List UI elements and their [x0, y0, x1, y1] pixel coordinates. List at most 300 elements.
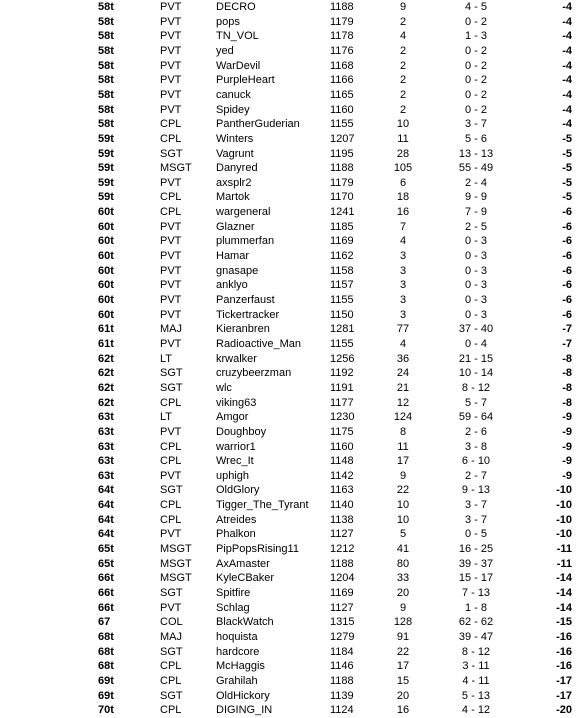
table-row: [0, 147, 584, 162]
games-played-cell: 15: [396, 674, 410, 687]
net-score-cell: -5: [562, 162, 572, 175]
games-played-cell: 80: [396, 557, 410, 570]
grade-cell: MAJ: [160, 630, 182, 643]
games-played-cell: 20: [396, 587, 410, 599]
rating-cell: 1169: [330, 235, 354, 248]
games-played-cell: 20: [396, 689, 410, 702]
grade-cell: PVT: [160, 425, 182, 438]
games-played-cell: 2: [399, 88, 407, 101]
games-played-cell: 2: [399, 103, 407, 116]
games-played-cell: 11: [397, 132, 409, 145]
win-loss-record-cell: 1 - 3: [464, 30, 487, 43]
net-score-cell: -16: [556, 660, 572, 673]
table-row: [0, 293, 584, 308]
table-row: [0, 703, 584, 718]
table-row: [0, 220, 584, 235]
win-loss-record-cell: 5 - 13: [461, 689, 491, 702]
net-score-cell: -7: [562, 323, 572, 336]
rating-cell: 1178: [330, 30, 354, 43]
grade-cell: CPL: [160, 499, 182, 512]
grade-cell: MAJ: [160, 323, 182, 336]
rating-cell: 1315: [330, 616, 355, 629]
rating-cell: 1281: [330, 323, 355, 336]
rank-cell: 62t: [98, 381, 114, 394]
net-score-cell: -4: [562, 44, 572, 57]
rank-cell: 62t: [98, 352, 114, 365]
net-score-cell: -6: [562, 279, 572, 292]
games-played-cell: 16: [396, 206, 410, 219]
grade-cell: CPL: [160, 440, 182, 453]
grade-cell: PVT: [160, 264, 182, 277]
games-played-cell: 105: [393, 162, 413, 175]
rank-cell: 59t: [98, 162, 114, 175]
grade-cell: MSGT: [160, 162, 192, 175]
win-loss-record-cell: 10 - 14: [458, 367, 494, 380]
win-loss-record-cell: 2 - 4: [464, 176, 487, 189]
net-score-cell: -5: [562, 147, 572, 160]
win-loss-record-cell: 0 - 2: [464, 88, 487, 101]
rank-cell: 64t: [98, 513, 114, 526]
grade-cell: MSGT: [160, 543, 192, 556]
rank-cell: 70t: [98, 704, 114, 717]
rank-cell: 68t: [98, 630, 114, 643]
rating-cell: 1150: [330, 308, 354, 321]
grade-cell: PVT: [160, 294, 182, 306]
grade-cell: SGT: [160, 645, 183, 658]
player-name-cell: Spitfire: [216, 587, 251, 599]
rating-cell: 1204: [330, 572, 355, 585]
games-played-cell: 10: [396, 118, 410, 131]
player-name-cell: WarDevil: [216, 59, 261, 72]
table-row: [0, 615, 584, 630]
table-row: [0, 190, 584, 205]
rating-cell: 1195: [330, 147, 354, 160]
grade-cell: CPL: [160, 704, 182, 717]
rating-cell: 1142: [330, 469, 354, 482]
rating-cell: 1165: [330, 88, 354, 101]
player-name-cell: gnasape: [216, 264, 259, 277]
win-loss-record-cell: 0 - 2: [464, 59, 487, 72]
grade-cell: CPL: [160, 660, 182, 673]
win-loss-record-cell: 8 - 12: [461, 381, 491, 394]
win-loss-record-cell: 1 - 8: [464, 601, 487, 614]
net-score-cell: -6: [562, 264, 572, 277]
player-name-cell: Danyred: [216, 162, 258, 175]
rating-cell: 1207: [330, 132, 355, 145]
rating-cell: 1138: [330, 513, 354, 526]
grade-cell: LT: [160, 411, 173, 424]
rank-cell: 58t: [98, 118, 114, 131]
table-row: [0, 601, 584, 616]
net-score-cell: -4: [562, 118, 572, 131]
net-score-cell: -4: [562, 30, 572, 43]
games-played-cell: 24: [396, 367, 410, 380]
net-score-cell: -14: [556, 572, 572, 585]
net-score-cell: -4: [562, 88, 572, 101]
rank-cell: 65t: [98, 543, 114, 556]
table-row: [0, 117, 584, 132]
win-loss-record-cell: 4 - 11: [462, 674, 490, 687]
grade-cell: PVT: [160, 15, 182, 28]
games-played-cell: 36: [396, 352, 410, 365]
win-loss-record-cell: 0 - 3: [464, 294, 487, 306]
win-loss-record-cell: 15 - 17: [458, 572, 494, 585]
player-name-cell: viking63: [216, 396, 257, 409]
net-score-cell: -9: [562, 425, 572, 438]
table-row: [0, 15, 584, 30]
games-played-cell: 2: [399, 15, 407, 28]
win-loss-record-cell: 37 - 40: [458, 323, 494, 336]
net-score-cell: -10: [556, 528, 572, 541]
player-name-cell: Radioactive_Man: [216, 337, 301, 350]
player-name-cell: Spidey: [216, 103, 250, 116]
games-played-cell: 124: [393, 411, 413, 424]
table-row: [0, 674, 584, 689]
rank-cell: 65t: [98, 557, 114, 570]
grade-cell: PVT: [160, 469, 182, 482]
grade-cell: PVT: [160, 220, 182, 233]
rank-cell: 66t: [98, 587, 114, 599]
rating-cell: 1184: [330, 645, 354, 658]
rating-cell: 1177: [330, 396, 354, 409]
net-score-cell: -11: [556, 557, 572, 570]
table-row: [0, 659, 584, 674]
table-row: [0, 103, 584, 118]
rating-cell: 1185: [330, 220, 354, 233]
win-loss-record-cell: 62 - 62: [458, 616, 494, 629]
net-score-cell: -10: [556, 484, 572, 497]
player-name-cell: axsplr2: [216, 176, 252, 189]
table-row: [0, 630, 584, 645]
win-loss-record-cell: 2 - 5: [464, 220, 487, 233]
player-name-cell: PurpleHeart: [216, 74, 275, 87]
grade-cell: PVT: [160, 279, 182, 292]
rating-cell: 1191: [330, 381, 354, 394]
games-played-cell: 5: [399, 528, 407, 541]
grade-cell: LT: [160, 352, 173, 365]
player-name-cell: yed: [216, 44, 234, 57]
win-loss-record-cell: 0 - 3: [464, 235, 487, 248]
player-name-cell: TN_VOL: [216, 30, 259, 43]
games-played-cell: 6: [399, 176, 407, 189]
net-score-cell: -10: [556, 513, 572, 526]
games-played-cell: 3: [399, 264, 407, 277]
table-row: [0, 381, 584, 396]
player-name-cell: Martok: [216, 191, 250, 204]
player-name-cell: uphigh: [216, 469, 250, 482]
rating-cell: 1127: [330, 601, 354, 614]
table-row: [0, 322, 584, 337]
games-played-cell: 8: [399, 425, 407, 438]
rating-cell: 1140: [330, 499, 354, 512]
table-row: [0, 59, 584, 74]
net-score-cell: -15: [556, 616, 572, 629]
grade-cell: PVT: [160, 235, 182, 248]
grade-cell: PVT: [160, 308, 182, 321]
rank-cell: 63t: [98, 425, 114, 438]
rank-cell: 66t: [98, 572, 114, 585]
games-played-cell: 91: [396, 630, 410, 643]
rank-cell: 58t: [98, 103, 114, 116]
games-played-cell: 4: [399, 235, 407, 248]
player-name-cell: AxAmaster: [216, 557, 270, 570]
rank-cell: 62t: [98, 396, 114, 409]
net-score-cell: -6: [562, 308, 572, 321]
table-row: [0, 396, 584, 411]
rating-cell: 1279: [330, 630, 355, 643]
net-score-cell: -4: [562, 74, 572, 87]
win-loss-record-cell: 21 - 15: [458, 352, 494, 365]
games-played-cell: 10: [396, 513, 410, 526]
rating-cell: 1230: [330, 411, 355, 424]
rank-cell: 66t: [98, 601, 114, 614]
win-loss-record-cell: 16 - 25: [458, 543, 494, 556]
net-score-cell: -5: [562, 191, 572, 204]
rank-cell: 62t: [98, 367, 114, 380]
win-loss-record-cell: 4 - 12: [461, 704, 491, 717]
win-loss-record-cell: 0 - 3: [464, 308, 487, 321]
win-loss-record-cell: 3 - 7: [464, 513, 487, 526]
table-row: [0, 366, 584, 381]
net-score-cell: -11: [556, 543, 572, 556]
grade-cell: CPL: [160, 513, 182, 526]
player-name-cell: Grahilah: [216, 674, 258, 687]
win-loss-record-cell: 13 - 13: [458, 147, 494, 160]
games-played-cell: 28: [396, 147, 410, 160]
table-row: [0, 308, 584, 323]
table-row: [0, 542, 584, 557]
net-score-cell: -9: [562, 440, 572, 453]
net-score-cell: -6: [562, 250, 572, 263]
rank-cell: 69t: [98, 674, 114, 687]
net-score-cell: -8: [562, 381, 572, 394]
rank-cell: 58t: [98, 44, 114, 57]
rating-cell: 1170: [330, 191, 354, 204]
grade-cell: PVT: [160, 176, 182, 189]
rank-cell: 60t: [98, 220, 114, 233]
table-row: [0, 410, 584, 425]
net-score-cell: -17: [556, 689, 572, 702]
rating-cell: 1188: [330, 162, 354, 175]
table-row: [0, 645, 584, 660]
win-loss-record-cell: 2 - 7: [464, 469, 487, 482]
net-score-cell: -4: [562, 15, 572, 28]
table-row: [0, 483, 584, 498]
rating-cell: 1179: [330, 176, 354, 189]
grade-cell: PVT: [160, 74, 182, 87]
games-played-cell: 3: [399, 279, 407, 292]
table-row: [0, 337, 584, 352]
net-score-cell: -4: [562, 103, 572, 116]
grade-cell: PVT: [160, 1, 182, 13]
net-score-cell: -8: [562, 352, 572, 365]
win-loss-record-cell: 39 - 47: [458, 630, 494, 643]
grade-cell: PVT: [160, 44, 182, 57]
games-played-cell: 18: [396, 191, 410, 204]
rank-cell: 64t: [98, 499, 114, 512]
win-loss-record-cell: 7 - 13: [461, 587, 491, 599]
rating-cell: 1166: [330, 74, 354, 87]
games-played-cell: 16: [396, 704, 410, 717]
player-name-cell: Atreides: [216, 513, 257, 526]
table-row: [0, 352, 584, 367]
games-played-cell: 3: [399, 250, 407, 263]
table-row: [0, 29, 584, 44]
net-score-cell: -9: [562, 455, 572, 468]
table-row: [0, 440, 584, 455]
rank-cell: 58t: [98, 15, 114, 28]
table-row: [0, 557, 584, 572]
net-score-cell: -10: [556, 499, 572, 512]
games-played-cell: 7: [399, 220, 407, 233]
player-name-cell: wlc: [216, 381, 232, 394]
player-name-cell: Hamar: [216, 250, 250, 263]
grade-cell: SGT: [160, 587, 183, 599]
games-played-cell: 17: [396, 455, 410, 468]
rating-cell: 1256: [330, 352, 355, 365]
games-played-cell: 11: [397, 440, 409, 453]
win-loss-record-cell: 0 - 2: [464, 103, 487, 116]
win-loss-record-cell: 3 - 11: [462, 660, 490, 673]
table-row: [0, 513, 584, 528]
table-row: [0, 161, 584, 176]
rating-cell: 1160: [330, 103, 354, 116]
player-name-cell: Tickertracker: [216, 308, 280, 321]
net-score-cell: -4: [562, 1, 572, 13]
table-row: [0, 689, 584, 704]
grade-cell: SGT: [160, 147, 183, 160]
player-name-cell: Glazner: [216, 220, 255, 233]
rank-cell: 59t: [98, 191, 114, 204]
grade-cell: PVT: [160, 337, 182, 350]
win-loss-record-cell: 6 - 10: [461, 455, 491, 468]
games-played-cell: 2: [399, 59, 407, 72]
net-score-cell: -6: [562, 220, 572, 233]
rating-cell: 1155: [330, 118, 354, 131]
player-name-cell: wargeneral: [216, 206, 271, 219]
net-score-cell: -6: [562, 235, 572, 248]
net-score-cell: -14: [556, 587, 572, 599]
net-score-cell: -17: [556, 674, 572, 687]
player-name-cell: Doughboy: [216, 425, 267, 438]
games-played-cell: 2: [399, 44, 407, 57]
net-score-cell: -7: [562, 337, 572, 350]
games-played-cell: 41: [396, 543, 410, 556]
table-row: [0, 425, 584, 440]
win-loss-record-cell: 7 - 9: [464, 206, 487, 219]
win-loss-record-cell: 0 - 5: [464, 528, 487, 541]
games-played-cell: 33: [396, 572, 410, 585]
net-score-cell: -8: [562, 396, 572, 409]
player-name-cell: Panzerfaust: [216, 294, 275, 306]
win-loss-record-cell: 0 - 4: [464, 337, 487, 350]
rating-cell: 1188: [330, 674, 354, 687]
grade-cell: PVT: [160, 30, 182, 43]
rank-cell: 58t: [98, 88, 114, 101]
table-row: [0, 88, 584, 103]
win-loss-record-cell: 8 - 12: [461, 645, 491, 658]
grade-cell: PVT: [160, 528, 182, 541]
rank-cell: 58t: [98, 74, 114, 87]
table-row: [0, 264, 584, 279]
rating-cell: 1155: [330, 294, 354, 306]
games-played-cell: 4: [399, 30, 407, 43]
player-name-cell: DIGING_IN: [216, 704, 273, 717]
rank-cell: 63t: [98, 455, 114, 468]
rating-cell: 1176: [330, 44, 354, 57]
rank-cell: 58t: [98, 59, 114, 72]
rank-cell: 59t: [98, 176, 114, 189]
games-played-cell: 9: [399, 601, 407, 614]
rating-cell: 1168: [330, 59, 354, 72]
table-row: [0, 0, 584, 15]
player-name-cell: Wrec_It: [216, 455, 254, 468]
games-played-cell: 9: [399, 1, 407, 13]
net-score-cell: -6: [562, 206, 572, 219]
rank-cell: 59t: [98, 147, 114, 160]
rank-cell: 59t: [98, 132, 114, 145]
rank-cell: 61t: [98, 323, 114, 336]
grade-cell: SGT: [160, 484, 183, 497]
rank-cell: 69t: [98, 689, 114, 702]
rating-cell: 1157: [330, 279, 354, 292]
table-row: [0, 454, 584, 469]
rank-cell: 61t: [98, 337, 114, 350]
rating-cell: 1241: [330, 206, 355, 219]
grade-cell: CPL: [160, 396, 182, 409]
rating-cell: 1124: [330, 704, 354, 717]
rank-cell: 58t: [98, 30, 114, 43]
win-loss-record-cell: 9 - 9: [464, 191, 487, 204]
net-score-cell: -16: [556, 630, 572, 643]
grade-cell: CPL: [160, 674, 182, 687]
player-name-cell: hoquista: [216, 630, 258, 643]
grade-cell: SGT: [160, 689, 183, 702]
table-row: [0, 527, 584, 542]
net-score-cell: -5: [562, 132, 572, 145]
grade-cell: PVT: [160, 250, 182, 263]
win-loss-record-cell: 2 - 6: [464, 425, 487, 438]
win-loss-record-cell: 0 - 2: [464, 15, 487, 28]
rating-cell: 1163: [330, 484, 354, 497]
rating-cell: 1169: [330, 587, 354, 599]
games-played-cell: 10: [396, 499, 410, 512]
table-row: [0, 469, 584, 484]
rating-cell: 1139: [330, 689, 354, 702]
games-played-cell: 128: [393, 616, 413, 629]
player-name-cell: DECRO: [216, 1, 256, 13]
net-score-cell: -4: [562, 59, 572, 72]
grade-cell: SGT: [160, 381, 183, 394]
games-played-cell: 22: [396, 484, 410, 497]
win-loss-record-cell: 59 - 64: [458, 411, 494, 424]
win-loss-record-cell: 0 - 3: [464, 250, 487, 263]
win-loss-record-cell: 0 - 3: [464, 279, 487, 292]
games-played-cell: 12: [396, 396, 410, 409]
rating-cell: 1160: [330, 440, 354, 453]
games-played-cell: 9: [399, 469, 407, 482]
net-score-cell: -16: [556, 645, 572, 658]
player-name-cell: plummerfan: [216, 235, 275, 248]
win-loss-record-cell: 0 - 3: [464, 264, 487, 277]
grade-cell: PVT: [160, 59, 182, 72]
rank-cell: 60t: [98, 279, 114, 292]
win-loss-record-cell: 5 - 7: [464, 396, 487, 409]
player-name-cell: canuck: [216, 88, 251, 101]
rank-cell: 63t: [98, 440, 114, 453]
rating-cell: 1179: [330, 15, 354, 28]
grade-cell: CPL: [160, 455, 182, 468]
